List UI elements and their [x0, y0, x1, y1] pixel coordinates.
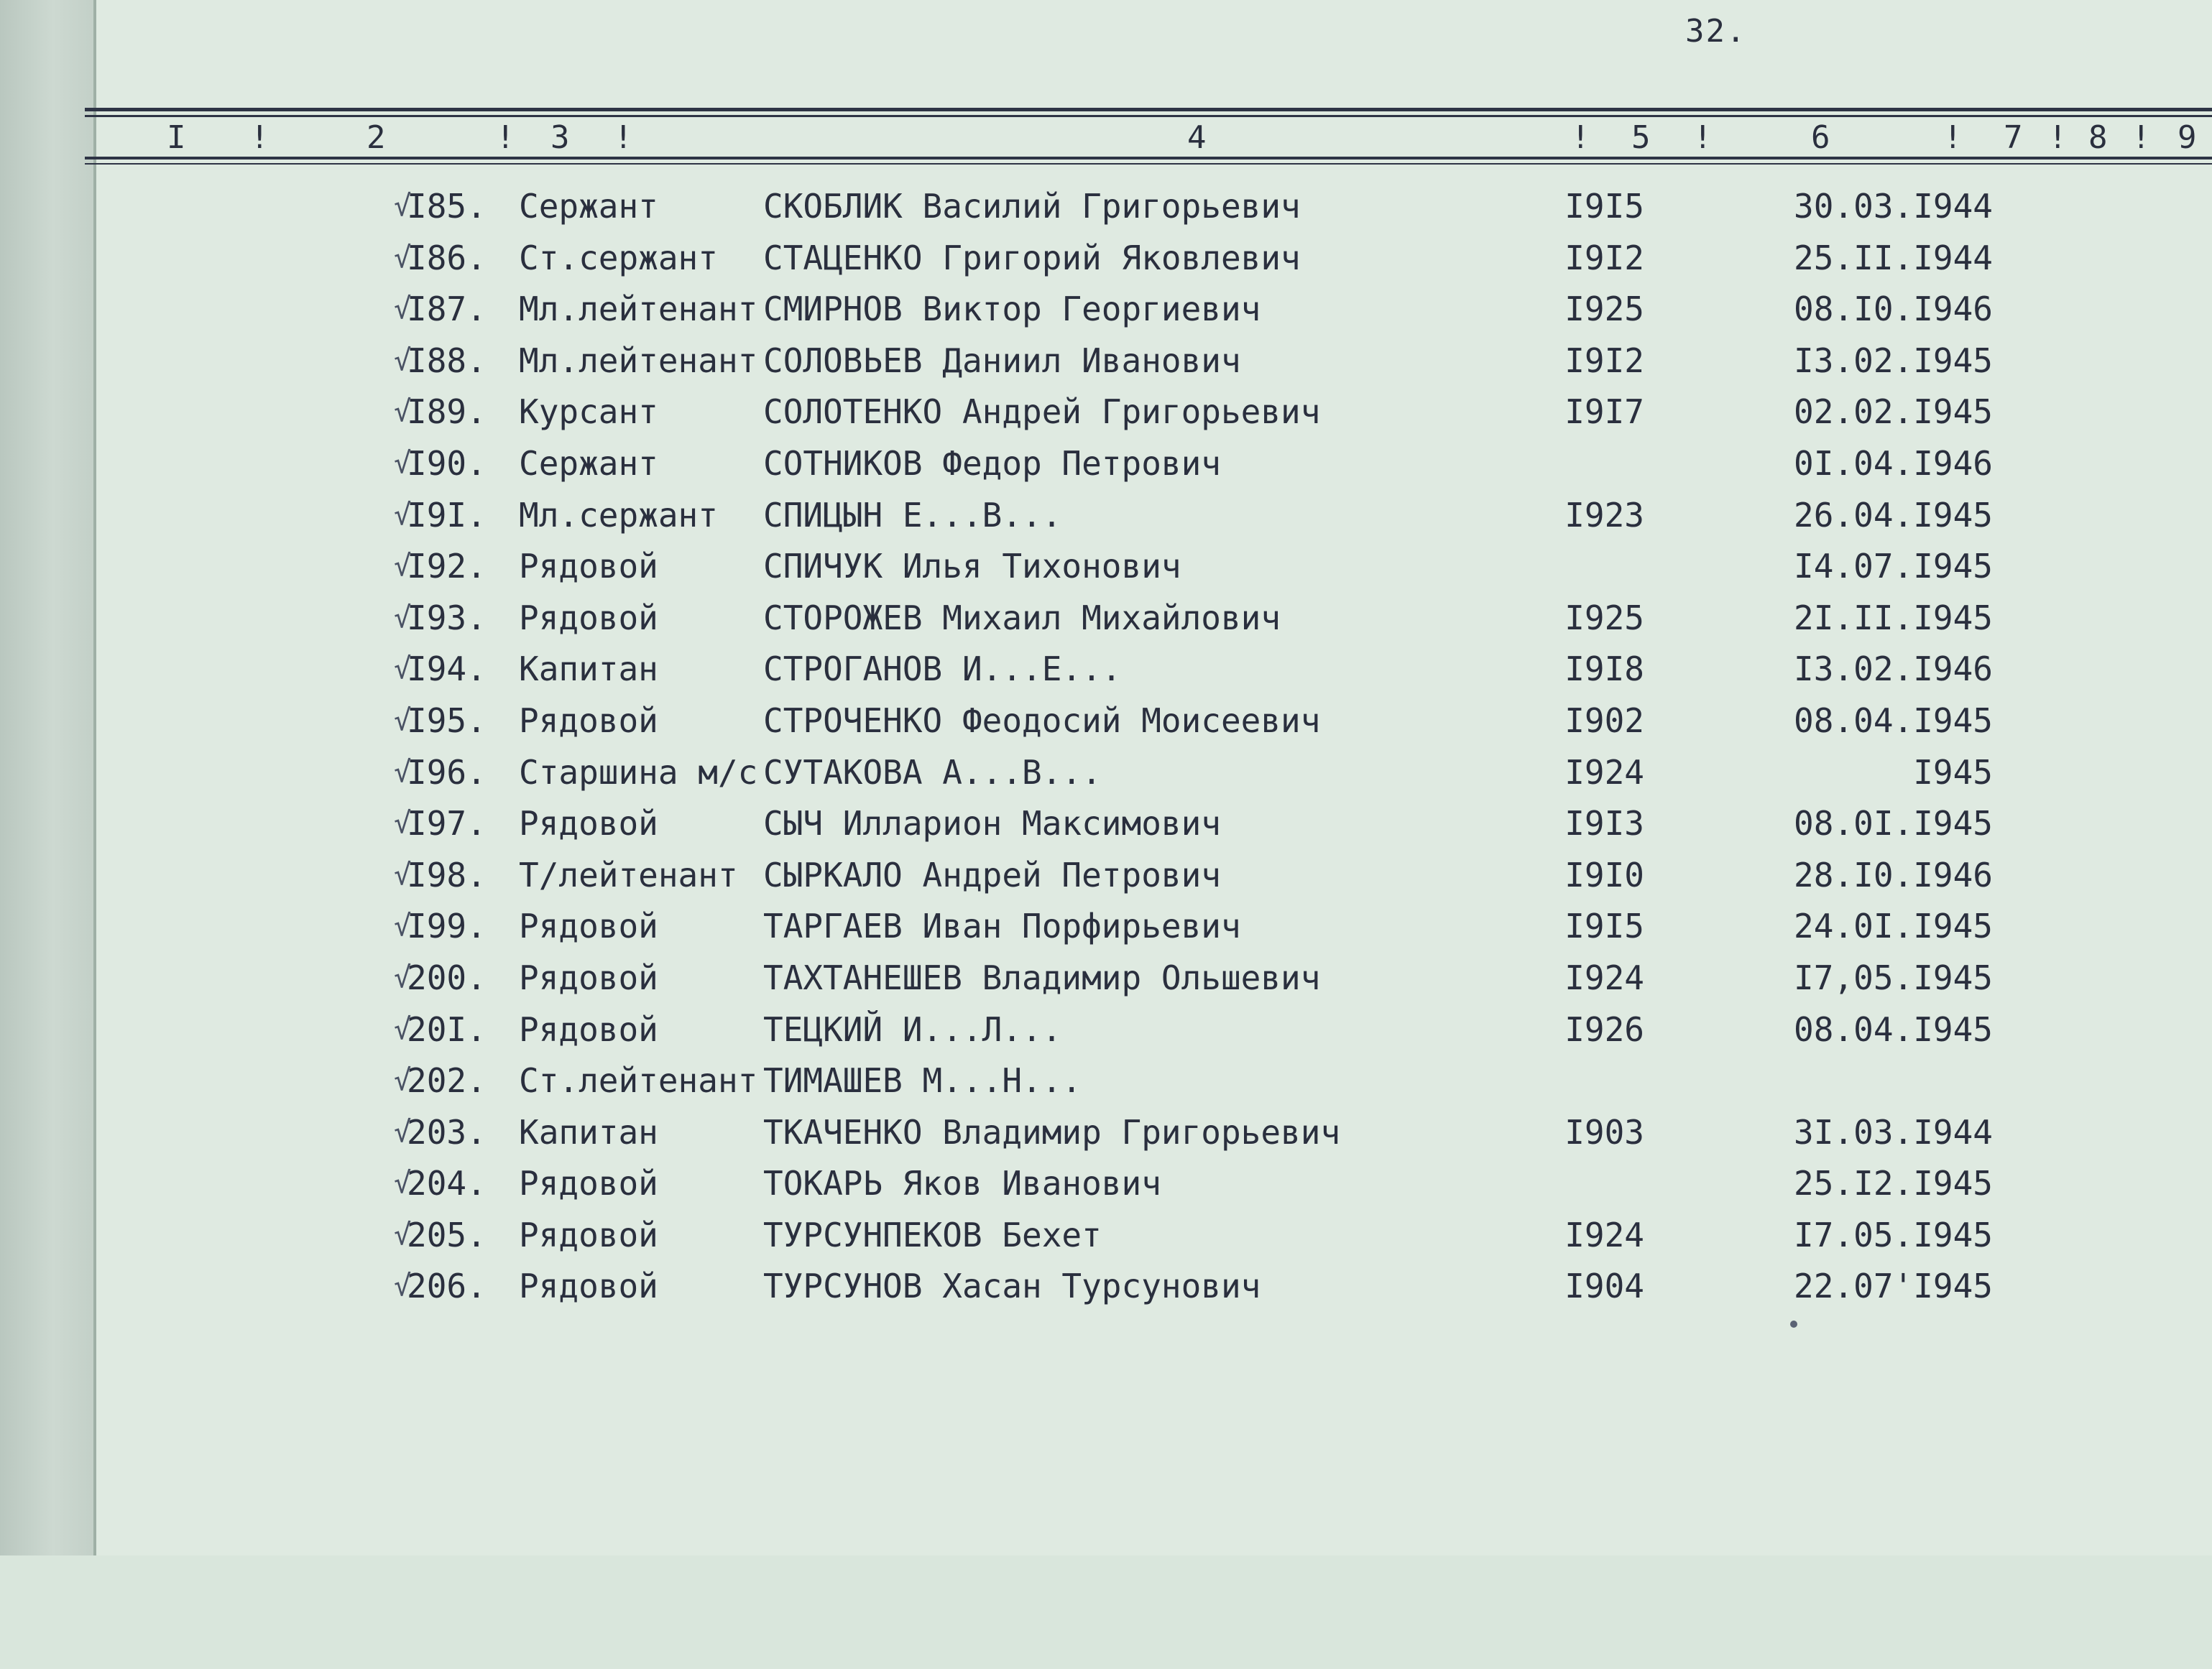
birth-year: I902: [1564, 701, 1644, 740]
full-name: ТЕЦКИЙ И...Л...: [763, 1009, 1062, 1049]
table-row: [0, 387, 2212, 438]
birth-year: I925: [1564, 598, 1644, 637]
table-row: [0, 284, 2212, 336]
check-mark: √: [394, 190, 412, 223]
table-row: [0, 1107, 2212, 1159]
row-number: I88.: [407, 341, 487, 380]
full-name: ТИМАШЕВ М...Н...: [763, 1061, 1082, 1101]
death-date: 30.03.I944: [1794, 187, 1993, 226]
check-mark: √: [394, 652, 412, 686]
military-rank: Рядовой: [519, 1267, 658, 1306]
military-rank: Курсант: [519, 392, 658, 432]
row-number: I87.: [407, 290, 487, 329]
birth-year: I925: [1564, 290, 1644, 329]
birth-year: I924: [1564, 958, 1644, 997]
row-number: I99.: [407, 907, 487, 946]
death-date: 08.04.I945: [1794, 701, 1993, 740]
header-rule-bottom: [85, 157, 2212, 159]
death-date: I7,05.I945: [1794, 958, 1993, 997]
check-mark: √: [394, 1012, 412, 1046]
column-separator: !: [1693, 119, 1713, 156]
check-mark: √: [394, 1167, 412, 1201]
row-number: I94.: [407, 649, 487, 689]
row-number: I92.: [407, 547, 487, 586]
full-name: ТАРГАЕВ Иван Порфирьевич: [763, 907, 1241, 946]
military-rank: Ст.сержант: [519, 238, 718, 277]
full-name: СОТНИКОВ Федор Петрович: [763, 443, 1221, 483]
birth-year: I9I2: [1564, 341, 1644, 380]
table-row: [0, 953, 2212, 1004]
full-name: СТРОЧЕНКО Феодосий Моисеевич: [763, 701, 1321, 740]
death-date: 2I.II.I945: [1794, 598, 1993, 637]
row-number: I85.: [407, 187, 487, 226]
military-rank: Рядовой: [519, 1164, 658, 1203]
table-row: [0, 490, 2212, 542]
check-mark: √: [394, 858, 412, 892]
check-mark: √: [394, 703, 412, 737]
table-row: [0, 1261, 2212, 1313]
header-rule-top: [85, 108, 2212, 111]
column-separator: !: [496, 119, 515, 156]
check-mark: √: [394, 755, 412, 789]
military-rank: Капитан: [519, 1112, 658, 1152]
check-mark: √: [394, 1270, 412, 1303]
death-date: 25.II.I944: [1794, 238, 1993, 277]
full-name: ТУРСУНОВ Хасан Турсунович: [763, 1267, 1261, 1306]
row-number: 202.: [407, 1061, 487, 1101]
full-name: ТКАЧЕНКО Владимир Григорьевич: [763, 1112, 1341, 1152]
table-row: [0, 181, 2212, 233]
check-mark: √: [394, 241, 412, 274]
death-date: I945: [1913, 752, 1993, 792]
column-header-2: 2: [367, 119, 386, 156]
row-number: 20I.: [407, 1009, 487, 1049]
row-number: I97.: [407, 804, 487, 843]
casualty-list: [0, 181, 2212, 1313]
military-rank: Рядовой: [519, 547, 658, 586]
check-mark: √: [394, 601, 412, 634]
full-name: СТОРОЖЕВ Михаил Михайлович: [763, 598, 1281, 637]
full-name: СКОБЛИК Василий Григорьевич: [763, 187, 1301, 226]
death-date: 22.07'I945: [1794, 1267, 1993, 1306]
header-rule-top-inner: [85, 115, 2212, 117]
death-date: I3.02.I946: [1794, 649, 1993, 689]
birth-year: I9I5: [1564, 907, 1644, 946]
birth-year: I9I5: [1564, 187, 1644, 226]
table-row: [0, 901, 2212, 953]
full-name: СТАЦЕНКО Григорий Яковлевич: [763, 238, 1301, 277]
column-header-3: 3: [550, 119, 570, 156]
military-rank: Рядовой: [519, 1215, 658, 1254]
table-row: [0, 1210, 2212, 1262]
column-header-4: 4: [1187, 119, 1207, 156]
table-row: [0, 1055, 2212, 1107]
stray-ink-dot: [1790, 1321, 1797, 1328]
full-name: СУТАКОВА А...В...: [763, 752, 1102, 792]
military-rank: Сержант: [519, 443, 658, 483]
military-rank: Рядовой: [519, 958, 658, 997]
death-date: 0I.04.I946: [1794, 443, 1993, 483]
birth-year: I9I0: [1564, 855, 1644, 894]
full-name: ТУРСУНПЕКОВ Бехет: [763, 1215, 1102, 1254]
death-date: I3.02.I945: [1794, 341, 1993, 380]
page-number: 32.: [1685, 13, 1747, 50]
column-separator: !: [614, 119, 633, 156]
check-mark: √: [394, 1064, 412, 1098]
row-number: I98.: [407, 855, 487, 894]
table-row: [0, 438, 2212, 490]
full-name: СОЛОВЬЕВ Даниил Иванович: [763, 341, 1241, 380]
birth-year: I9I3: [1564, 804, 1644, 843]
table-row: [0, 1004, 2212, 1056]
table-row: [0, 541, 2212, 593]
full-name: СЫЧ Илларион Максимович: [763, 804, 1221, 843]
column-header-5: 5: [1631, 119, 1651, 156]
death-date: I7.05.I945: [1794, 1215, 1993, 1254]
military-rank: Рядовой: [519, 907, 658, 946]
birth-year: I903: [1564, 1112, 1644, 1152]
row-number: I89.: [407, 392, 487, 432]
birth-year: I924: [1564, 1215, 1644, 1254]
birth-year: I9I7: [1564, 392, 1644, 432]
column-header-8: 8: [2088, 119, 2108, 156]
table-row: [0, 644, 2212, 695]
check-mark: √: [394, 910, 412, 943]
row-number: I9I.: [407, 495, 487, 535]
military-rank: Т/лейтенант: [519, 855, 738, 894]
column-separator: !: [2048, 119, 2068, 156]
military-rank: Ст.лейтенант: [519, 1061, 758, 1101]
row-number: I96.: [407, 752, 487, 792]
military-rank: Капитан: [519, 649, 658, 689]
death-date: I4.07.I945: [1794, 547, 1993, 586]
check-mark: √: [394, 292, 412, 326]
death-date: 26.04.I945: [1794, 495, 1993, 535]
table-row: [0, 593, 2212, 644]
row-number: 205.: [407, 1215, 487, 1254]
table-row: [0, 233, 2212, 285]
row-number: 206.: [407, 1267, 487, 1306]
row-number: I90.: [407, 443, 487, 483]
birth-year: I9I2: [1564, 238, 1644, 277]
full-name: СПИЧУК Илья Тихонович: [763, 547, 1181, 586]
death-date: 24.0I.I945: [1794, 907, 1993, 946]
military-rank: Мл.лейтенант: [519, 341, 758, 380]
check-mark: √: [394, 961, 412, 994]
table-row: [0, 336, 2212, 387]
column-separator: !: [2132, 119, 2151, 156]
death-date: 28.I0.I946: [1794, 855, 1993, 894]
military-rank: Рядовой: [519, 598, 658, 637]
birth-year: I926: [1564, 1009, 1644, 1049]
birth-year: I9I8: [1564, 649, 1644, 689]
military-rank: Мл.лейтенант: [519, 290, 758, 329]
table-row: [0, 850, 2212, 902]
table-row: [0, 695, 2212, 747]
check-mark: √: [394, 550, 412, 583]
column-separator: !: [1943, 119, 1963, 156]
check-mark: √: [394, 807, 412, 841]
check-mark: √: [394, 1115, 412, 1149]
death-date: 08.I0.I946: [1794, 290, 1993, 329]
row-number: 200.: [407, 958, 487, 997]
table-row: [0, 1158, 2212, 1210]
death-date: 08.04.I945: [1794, 1009, 1993, 1049]
military-rank: Рядовой: [519, 701, 658, 740]
row-number: I95.: [407, 701, 487, 740]
check-mark: √: [394, 1218, 412, 1252]
header-rule-bottom-inner: [85, 163, 2212, 165]
column-header-9: 9: [2178, 119, 2197, 156]
full-name: СОЛОТЕНКО Андрей Григорьевич: [763, 392, 1321, 432]
birth-year: I924: [1564, 752, 1644, 792]
military-rank: Рядовой: [519, 804, 658, 843]
full-name: СТРОГАНОВ И...Е...: [763, 649, 1122, 689]
column-header-6: 6: [1811, 119, 1830, 156]
full-name: ТАХТАНЕШЕВ Владимир Ольшевич: [763, 958, 1321, 997]
check-mark: √: [394, 498, 412, 532]
column-header-1: I: [167, 119, 186, 156]
row-number: I93.: [407, 598, 487, 637]
table-row: [0, 747, 2212, 799]
death-date: 25.I2.I945: [1794, 1164, 1993, 1203]
full-name: СЫРКАЛО Андрей Петрович: [763, 855, 1221, 894]
birth-year: I904: [1564, 1267, 1644, 1306]
row-number: 203.: [407, 1112, 487, 1152]
column-separator: !: [250, 119, 269, 156]
row-number: I86.: [407, 238, 487, 277]
column-separator: !: [1571, 119, 1590, 156]
row-number: 204.: [407, 1164, 487, 1203]
column-header-7: 7: [2004, 119, 2023, 156]
death-date: 3I.03.I944: [1794, 1112, 1993, 1152]
birth-year: I923: [1564, 495, 1644, 535]
full-name: СПИЦЫН Е...В...: [763, 495, 1062, 535]
military-rank: Рядовой: [519, 1009, 658, 1049]
full-name: СМИРНОВ Виктор Георгиевич: [763, 290, 1261, 329]
check-mark: √: [394, 446, 412, 480]
table-row: [0, 798, 2212, 850]
military-rank: Мл.сержант: [519, 495, 718, 535]
full-name: ТОКАРЬ Яков Иванович: [763, 1164, 1161, 1203]
check-mark: √: [394, 343, 412, 377]
death-date: 02.02.I945: [1794, 392, 1993, 432]
military-rank: Сержант: [519, 187, 658, 226]
check-mark: √: [394, 395, 412, 429]
military-rank: Старшина м/с: [519, 752, 758, 792]
death-date: 08.0I.I945: [1794, 804, 1993, 843]
